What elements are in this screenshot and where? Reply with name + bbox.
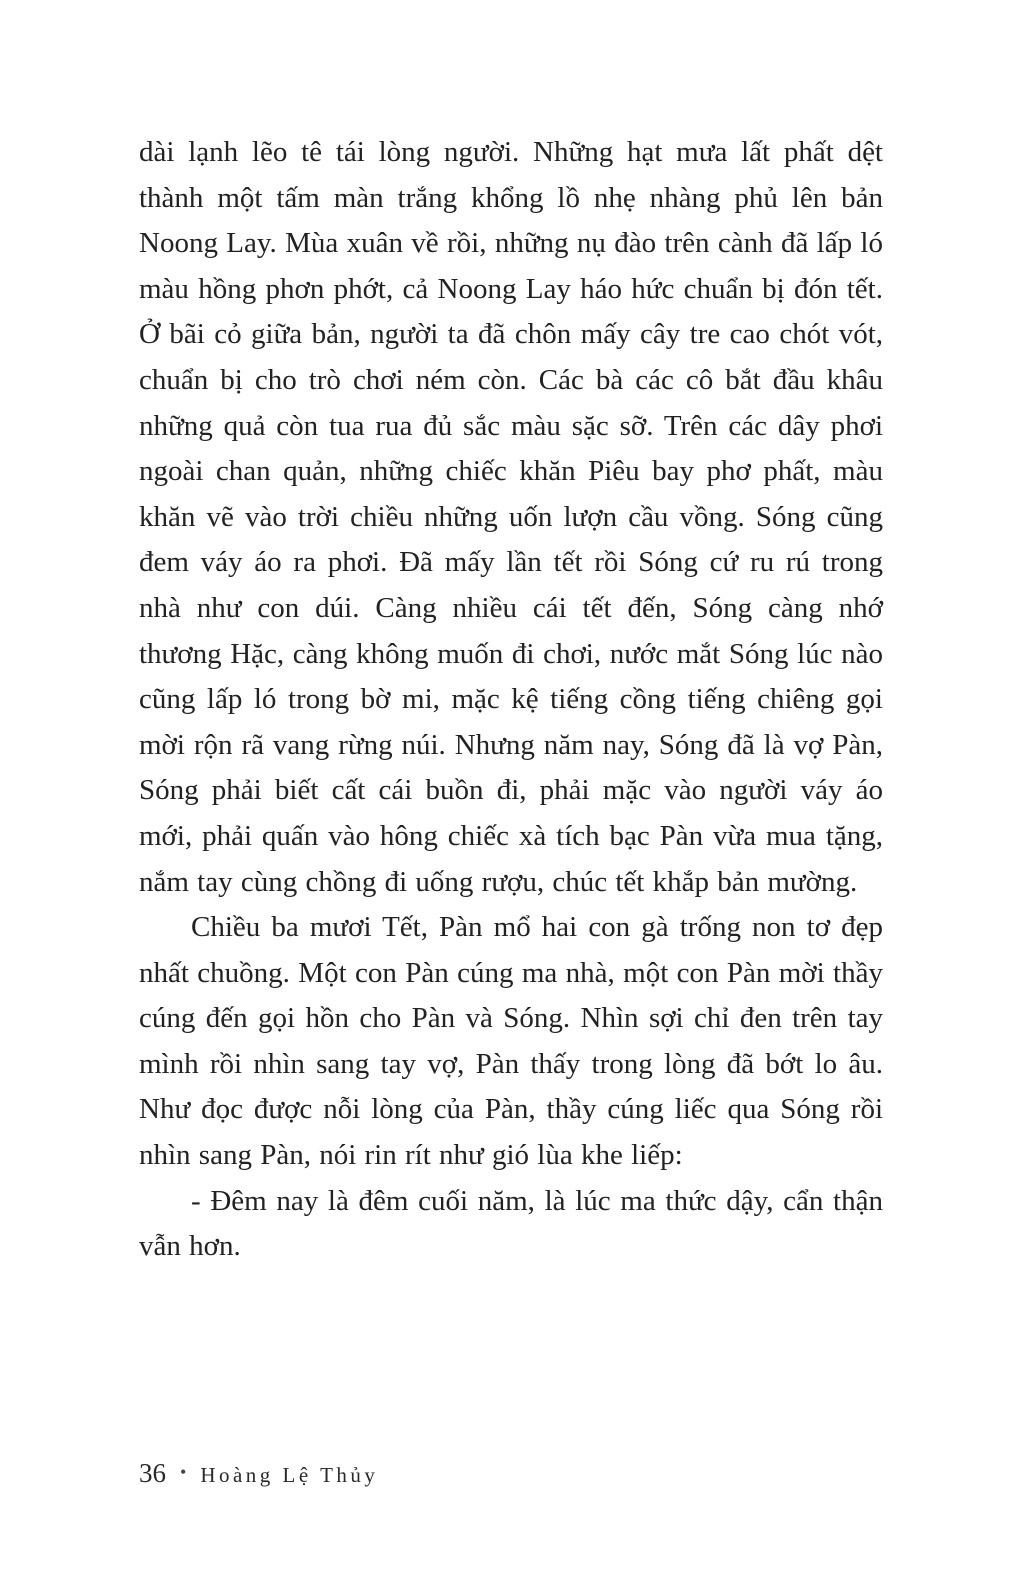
author-name: Hoàng Lệ Thủy <box>200 1463 379 1487</box>
page-footer <box>139 1458 378 1489</box>
paragraph-body: Chiều ba mươi Tết, Pàn mổ hai con gà trống non tơ đẹp nhất chuồng. Một con Pàn cúng ma nhà, một con Pàn mời thầy cúng đến gọi hồn cho Pàn và Sóng. Nhìn sợi chỉ đen trên tay mình rồi nhìn sang tay vợ, Pàn thấy trong lòng đã bớt lo âu. Như đọc được nỗi lòng của Pàn, thầy cúng liếc qua Sóng rồi nhìn sang Pàn, nói rin rít như gió lùa khe liếp: <box>139 911 883 1172</box>
page-text-block <box>139 130 883 1270</box>
paragraph-continuation: dài lạnh lẽo tê tái lòng người. Những hạt mưa lất phất dệt thành một tấm màn trắng khổng lồ nhẹ nhàng phủ lên bản Noong Lay. Mùa xuân về rồi, những nụ đào trên cành đã lấp ló màu hồng phơn phớt, cả Noong Lay háo hức chuẩn bị đón tết. Ở bãi cỏ giữa bản, người ta đã chôn mấy cây tre cao chót vót, chuẩn bị cho trò chơi ném còn. Các bà các cô bắt đầu khâu những quả còn tua rua đủ sắc màu sặc sỡ. Trên các dây phơi ngoài chan quản, những chiếc khăn Piêu bay phơ phất, màu khăn vẽ vào trời chiều những uốn lượn cầu vồng. Sóng cũng đem váy áo ra phơi. Đã mấy lần tết rồi Sóng cứ ru rú trong nhà như con dúi. Càng nhiều cái tết đến, Sóng càng nhớ thương Hặc, càng không muốn đi chơi, nước mắt Sóng lúc nào cũng lấp ló trong bờ mi, mặc kệ tiếng cồng tiếng chiêng gọi mời rộn rã vang rừng núi. Nhưng năm nay, Sóng đã là vợ Pàn, Sóng phải biết cất cái buồn đi, phải mặc vào người váy áo mới, phải quấn vào hông chiếc xà tích bạc Pàn vừa mua tặng, nắm tay cùng chồng đi uống rượu, chúc tết khắp bản mường. <box>139 136 883 898</box>
page-number: 36 <box>139 1458 166 1488</box>
footer-separator-dot: • <box>180 1462 187 1482</box>
paragraph-dialogue: - Đêm nay là đêm cuối năm, là lúc ma thức dậy, cẩn thận vẫn hơn. <box>139 1184 883 1263</box>
